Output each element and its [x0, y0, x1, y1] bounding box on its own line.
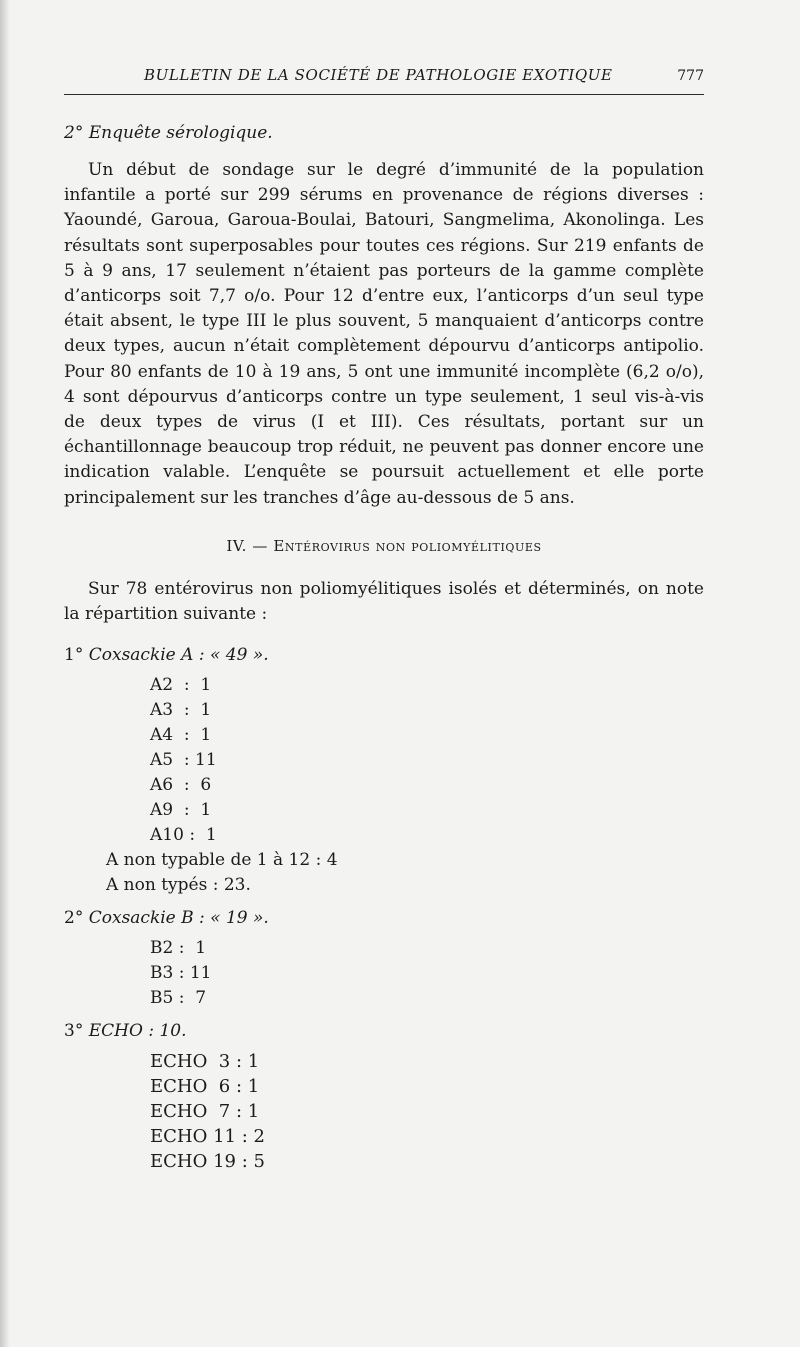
list-item: ECHO 19 : 5 — [150, 1150, 265, 1172]
section-2-number: 2° — [64, 123, 84, 143]
list-item: A9 : 1 — [150, 799, 212, 820]
running-header — [64, 66, 704, 95]
coxsackie-b-count: : « 19 ». — [199, 907, 269, 928]
coxsackie-a-non-typed: A non typés : 23. — [106, 874, 251, 895]
echo-heading — [64, 1019, 704, 1043]
page-number: 777 — [677, 68, 704, 84]
list-item: B3 : 11 — [150, 962, 212, 983]
echo-count: : 10. — [148, 1020, 187, 1041]
page-edge-shadow — [0, 0, 10, 1347]
section-2-heading — [64, 120, 704, 146]
coxsackie-a-heading — [64, 643, 704, 667]
coxsackie-b-number: 2° — [64, 907, 84, 928]
coxsackie-b-heading — [64, 906, 704, 930]
list-item: A5 : 11 — [150, 749, 217, 770]
coxsackie-a-number: 1° — [64, 644, 84, 665]
coxsackie-b-list — [64, 936, 704, 1011]
coxsackie-a-name: Coxsackie A — [88, 644, 194, 665]
coxsackie-a-list — [64, 673, 704, 898]
list-item: ECHO 11 : 2 — [150, 1125, 265, 1147]
echo-name: ECHO — [88, 1020, 143, 1041]
list-item: ECHO 7 : 1 — [150, 1100, 260, 1122]
list-item: A4 : 1 — [150, 724, 212, 745]
list-item: A2 : 1 — [150, 674, 212, 695]
body-text — [64, 120, 704, 1174]
echo-list — [64, 1049, 704, 1174]
coxsackie-a-non-typable: A non typable de 1 à 12 : 4 — [106, 849, 338, 870]
section-4-intro: Sur 78 entérovirus non poliomyélitiques isolés et déterminés, on note la répartition suivante : — [64, 578, 704, 624]
list-item: B5 : 7 — [150, 987, 207, 1008]
running-title: BULLETIN DE LA SOCIÉTÉ DE PATHOLOGIE EXOTIQUE — [144, 66, 613, 84]
section-4-title: IV. — Entérovirus non poliomyélitiques — [226, 536, 542, 555]
coxsackie-a-count: : « 49 ». — [198, 644, 269, 665]
coxsackie-b-name: Coxsackie B — [88, 907, 194, 928]
section-2-title: Enquête sérologique. — [88, 123, 273, 143]
echo-number: 3° — [64, 1020, 84, 1041]
list-item: B2 : 1 — [150, 937, 207, 958]
list-item: ECHO 6 : 1 — [150, 1075, 260, 1097]
list-item: A3 : 1 — [150, 699, 212, 720]
list-item: A10 : 1 — [150, 824, 217, 845]
list-item: ECHO 3 : 1 — [150, 1050, 260, 1072]
section-2-paragraph: Un début de sondage sur le degré d’immunité de la population infantile a porté sur 299 sérums en provenance de régions diverses : Yaoundé, Garoua, Garoua-Boulai, Batouri, Sangmelima, Akonolinga. Les résultats sont superposables pour toutes ces régions. Sur 219 enfants de 5 à 9 ans, 17 seulement n’étaient pas porteurs de la gamme complète d’anticorps soit 7,7 o/o. Pour 12 d’entre eux, l’anticorps d’un seul type était absent, le type III le plus souvent, 5 manquaient d’anticorps contre deux types, aucun n’était complètement dépourvu d’anticorps antipolio. Pour 80 enfants de 10 à 19 ans, 5 ont une immunité incomplète (6,2 o/o), 4 sont dépourvus d’anticorps contre un type seulement, 1 seul vis-à-vis de deux types de virus (I et III). Ces résultats, portant sur un échantillonnage beaucoup trop réduit, ne peuvent pas donner encore une indication valable. L’enquête se poursuit actuellement et elle porte principalement sur les tranches d’âge au-dessous de 5 ans. — [64, 160, 704, 508]
list-item: A6 : 6 — [150, 774, 212, 795]
